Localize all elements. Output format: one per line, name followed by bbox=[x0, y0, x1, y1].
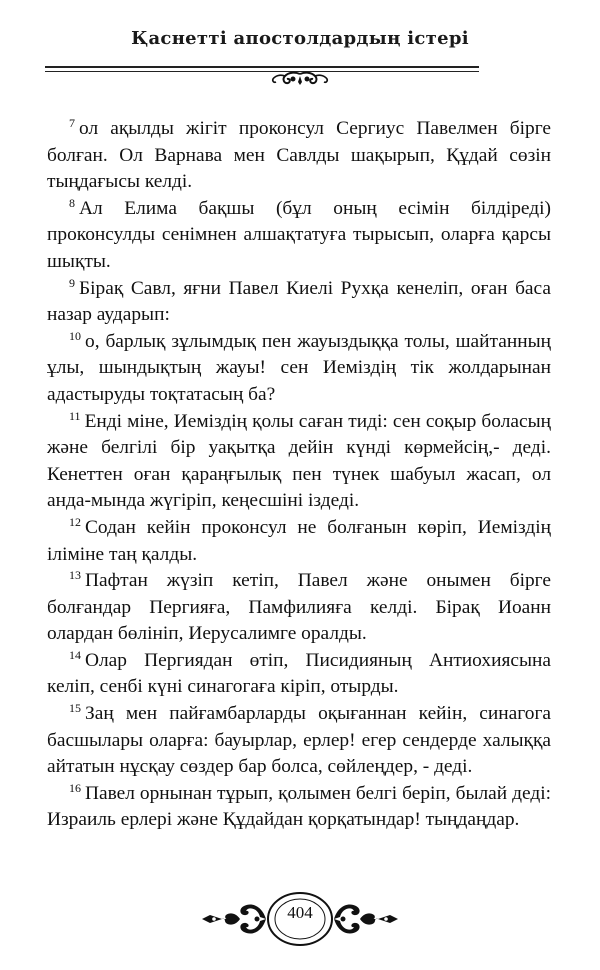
header-rule-thin bbox=[45, 71, 479, 72]
verse-number: 13 bbox=[69, 568, 81, 583]
page-number: 404 bbox=[287, 903, 313, 922]
verse-text: ол ақылды жігіт проконсул Сергиус Павелмен бірге болған. Ол Варнава мен Савлды шақырып, Құдай сөзін тыңдағысы келді. bbox=[47, 118, 551, 193]
verse-number: 7 bbox=[69, 116, 75, 130]
verse-16 bbox=[47, 781, 551, 834]
verse-text: Заң мен пайғамбарларды оқығаннан кейін, синагога басшылары оларға: бауырлар, ерлер! егер сендерде халыққа айтатын нұсқау сөздер бар болса, сөйлеңдер, - деді. bbox=[47, 703, 551, 778]
verse-text: Олар Пергиядан өтіп, Писидияның Антиохиясына келіп, сенбі күні синагогаға кіріп, отырды. bbox=[47, 649, 551, 698]
verse-text: о, барлық зұлымдық пен жауыздыққа толы, шайтанның ұлы, шындықтың жауы! сен Иеміздің тік жолдарынан адастыруды тоқтатасың ба? bbox=[47, 330, 551, 405]
verse-10 bbox=[47, 329, 551, 409]
verse-number: 9 bbox=[69, 275, 75, 290]
verse-9 bbox=[47, 276, 551, 329]
verse-text: Ал Елима бақшы (бұл оның есімін білдіреді) проконсулды сенімнен алшақтатуға тырысып, оларға қарсы шықты. bbox=[47, 197, 551, 272]
verse-15 bbox=[47, 701, 551, 781]
running-head-title: Қаснетті апостолдардың істері bbox=[131, 28, 469, 49]
verse-number: 10 bbox=[69, 328, 81, 343]
verse-12 bbox=[47, 515, 551, 568]
verse-number: 14 bbox=[69, 647, 81, 662]
verse-number: 12 bbox=[69, 514, 81, 529]
header-rule-thick bbox=[45, 66, 479, 68]
verse-text: Содан кейін проконсул не болғанын көріп, Иеміздің іліміне таң қалды. bbox=[47, 516, 551, 565]
verse-number: 16 bbox=[69, 780, 81, 795]
verse-text: Енді міне, Иеміздің қолы саған тиді: сен соқыр боласың және белгілі бір уақытқа дейін күнді көрмейсің,- деді. Кенеттен оған қараңғылық пен түнек шабуыл жасап, ол анда-мында жүгіріп, кеңесшіні іздеді. bbox=[47, 410, 551, 512]
verse-13 bbox=[47, 568, 551, 648]
verse-number: 15 bbox=[69, 701, 81, 716]
verse-8 bbox=[47, 196, 551, 276]
scripture-body bbox=[47, 116, 551, 834]
verse-number: 11 bbox=[69, 408, 81, 423]
verse-number: 8 bbox=[69, 195, 75, 210]
verse-text: Павел орнынан тұрып, қолымен белгі беріп, былай деді: Израиль ерлері және Құдайдан қорқатындар! тыңдаңдар. bbox=[47, 782, 551, 831]
verse-text: Бірақ Савл, яғни Павел Киелі Рухқа кенеліп, оған баса назар аударып: bbox=[47, 277, 551, 326]
verse-14 bbox=[47, 648, 551, 701]
verse-text: Пафтан жүзіп кетіп, Павел және онымен бірге болғандар Пергияға, Памфилияға келді. Бірақ Иоанн олардан бөлініп, Иерусалимге оралды. bbox=[47, 570, 551, 645]
verse-7 bbox=[47, 116, 551, 196]
verse-11 bbox=[47, 409, 551, 515]
floral-scroll-ornament-icon bbox=[265, 70, 335, 88]
